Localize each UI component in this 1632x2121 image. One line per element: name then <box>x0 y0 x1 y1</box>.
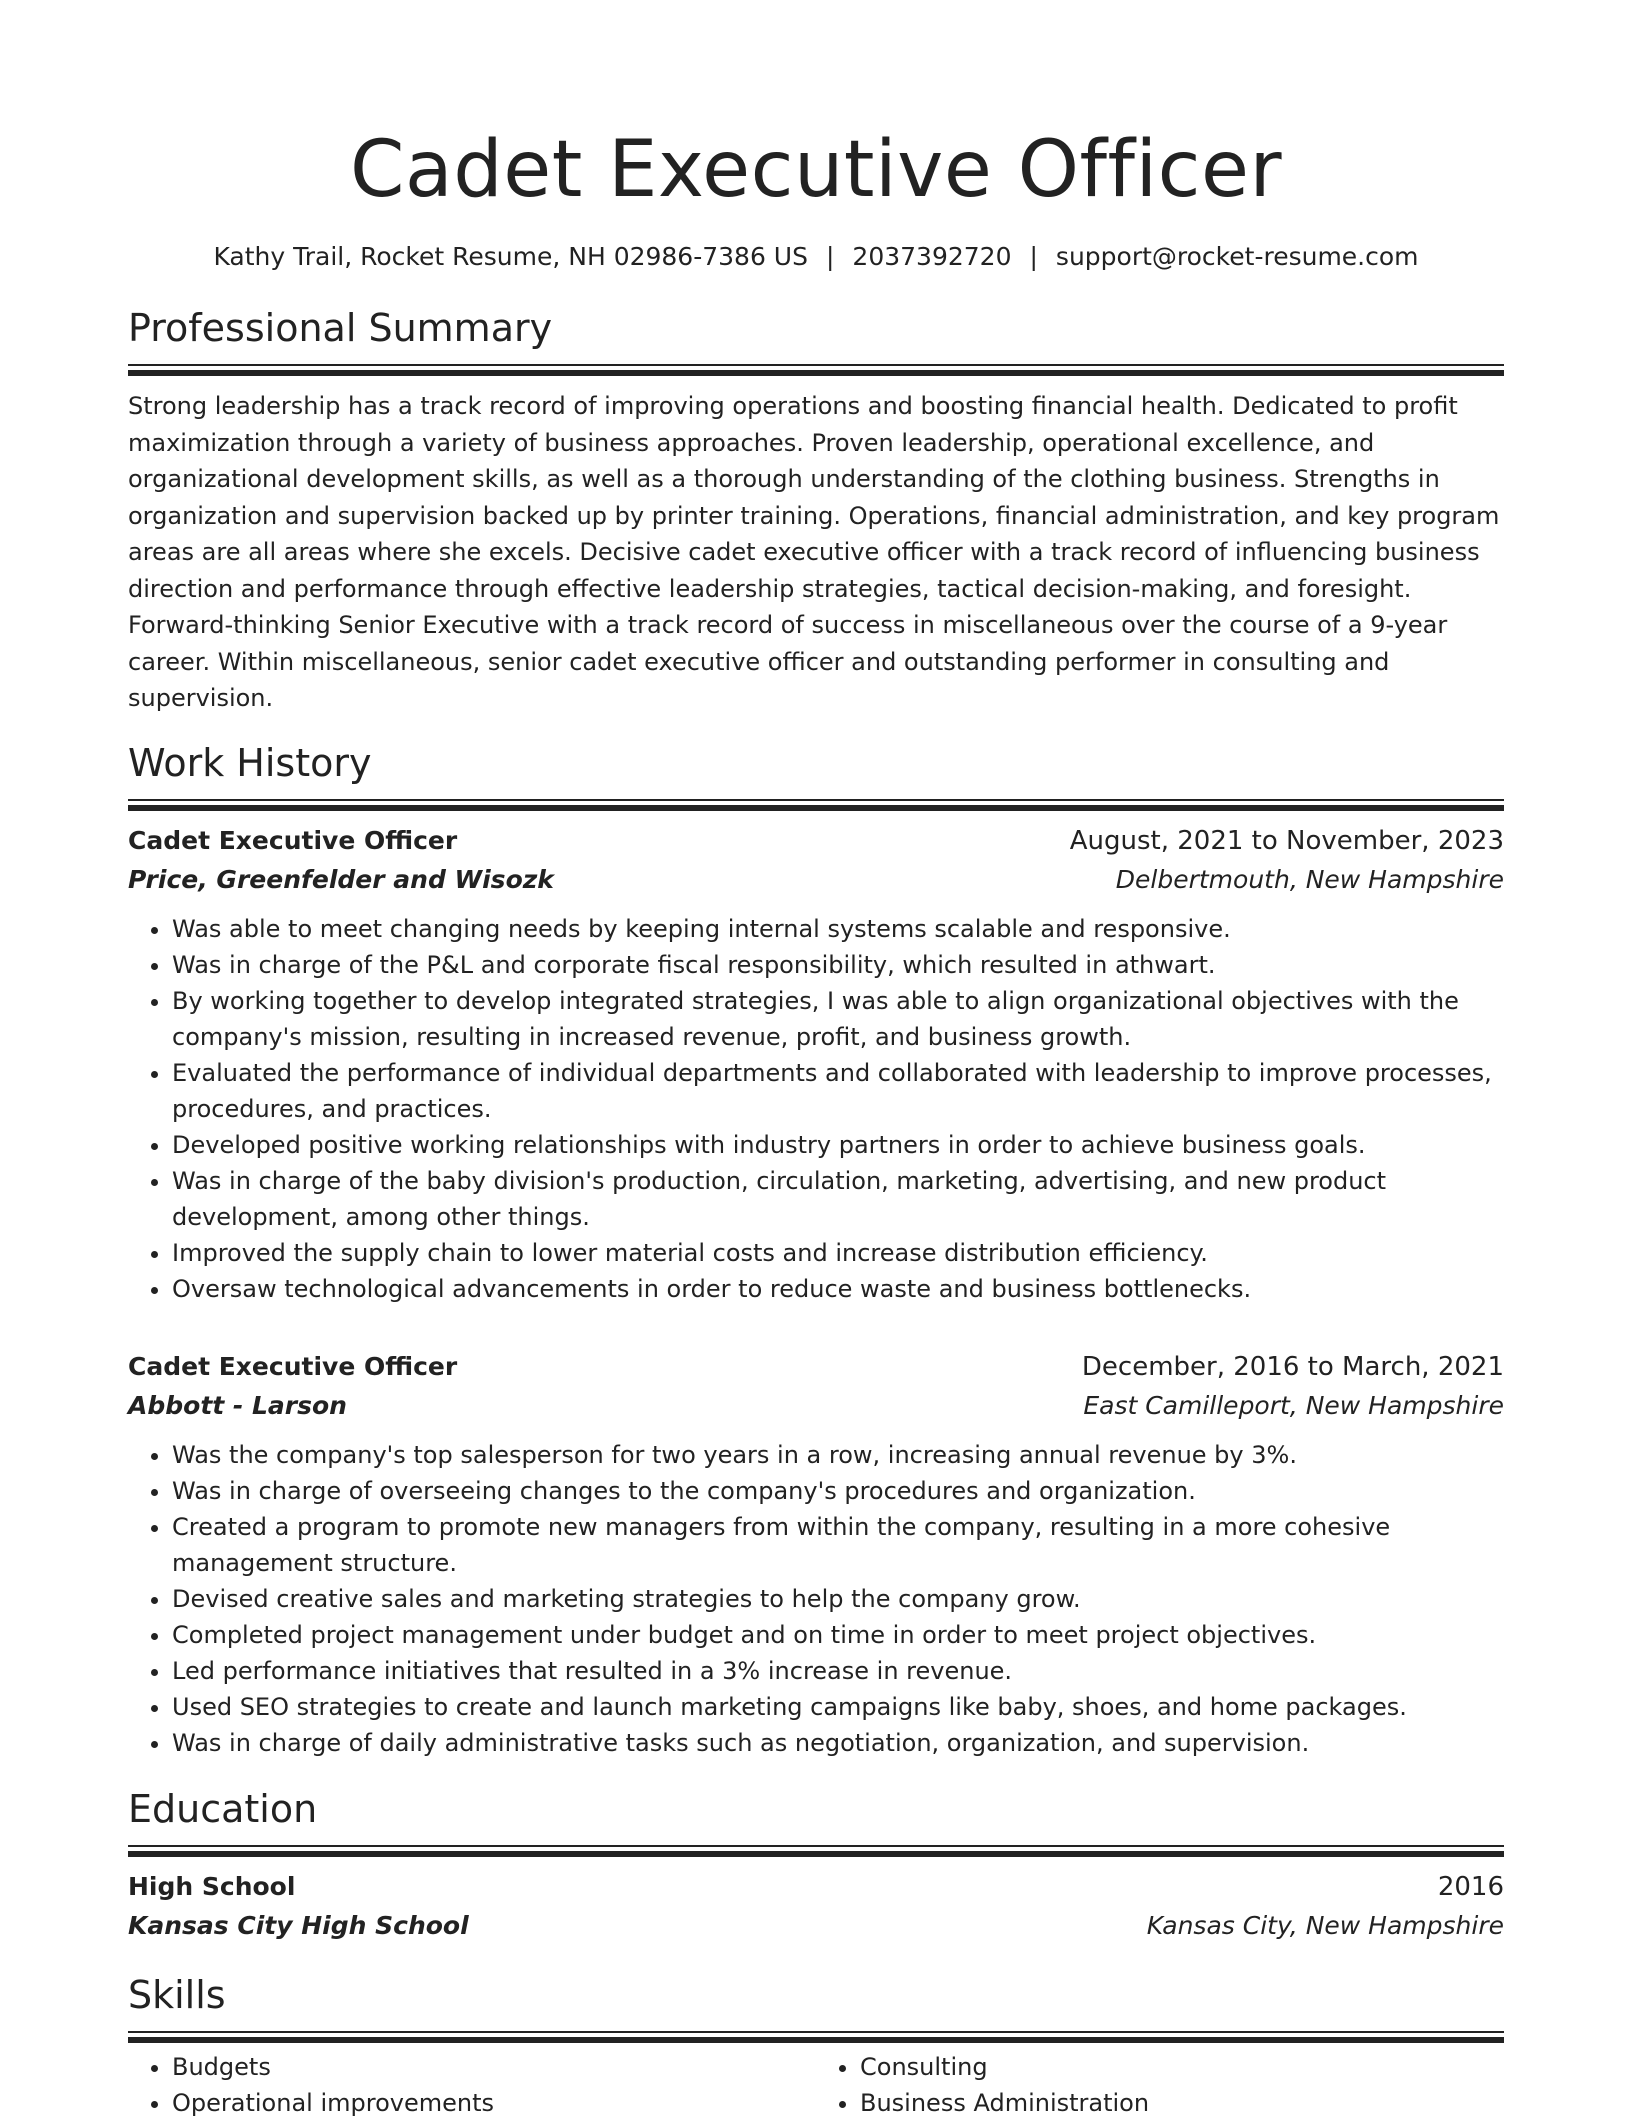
job-bullet: • Was in charge of daily administrative tasks such as negotiation, organization, and supervision. <box>172 1725 1504 1761</box>
job-bullet: • Devised creative sales and marketing strategies to help the company grow. <box>172 1581 1504 1617</box>
job-dates: December, 2016 to March, 2021 <box>1081 1351 1504 1382</box>
job-location: East Camilleport, New Hampshire <box>1083 1390 1504 1420</box>
job-bullet: • Led performance initiatives that resulted in a 3% increase in revenue. <box>172 1653 1504 1689</box>
skills-list <box>128 2049 1504 2121</box>
job-company-row <box>128 861 1504 899</box>
job-bullet: • Completed project management under budget and on time in order to meet project objectives. <box>172 1617 1504 1653</box>
contact-line <box>128 240 1504 274</box>
job-bullet: • Was able to meet changing needs by keeping internal systems scalable and responsive. <box>172 911 1504 947</box>
skills-heading: Skills <box>128 1972 226 2017</box>
contact-address: Kathy Trail, Rocket Resume, NH 02986-7386 US <box>213 242 808 271</box>
job-bullet: • By working together to develop integrated strategies, I was able to align organizational objectives with the company's mission, resulting in increased revenue, profit, and business growth. <box>172 983 1504 1055</box>
job-bullets <box>128 911 1504 1307</box>
job-bullet: • Used SEO strategies to create and launch marketing campaigns like baby, shoes, and home packages. <box>172 1689 1504 1725</box>
contact-separator: | <box>825 242 835 271</box>
contact-separator: | <box>1029 242 1038 271</box>
job-bullet: • Was in charge of overseeing changes to the company's procedures and organization. <box>172 1473 1504 1509</box>
skill-item: • Operational improvements <box>172 2085 816 2121</box>
summary-text: Strong leadership has a track record of improving operations and boosting financial health. Dedicated to profit maximization through a variety of business approaches. Proven leadership, operational excellence, and organizational development skills, as well as a thorough understanding of the clothing business. Strengths in organization and supervision backed up by printer training. Operations, financial administration, and key program areas are all areas where she excels. Decisive cadet executive officer with a track record of influencing business direction and performance through effective leadership strategies, tactical decision-making, and foresight. Forward-thinking Senior Executive with a track record of success in miscellaneous over the course of a 9-year career. Within miscellaneous, senior cadet executive officer and outstanding performer in consulting and supervision. <box>128 392 1500 712</box>
section-divider <box>128 1845 1504 1851</box>
job-bullet: • Evaluated the performance of individual departments and collaborated with leadership to improve processes, procedures, and practices. <box>172 1055 1504 1127</box>
job-bullet: • Developed positive working relationships with industry partners in order to achieve business goals. <box>172 1127 1504 1163</box>
summary-section <box>128 304 1504 717</box>
contact-email: support@rocket-resume.com <box>1055 242 1419 271</box>
resume-name: Cadet Executive Officer <box>349 125 1283 215</box>
skills-section <box>128 1971 1504 2121</box>
job-entry <box>128 1347 1504 1761</box>
job-bullet: • Oversaw technological advancements in order to reduce waste and business bottlenecks. <box>172 1271 1504 1307</box>
job-company: Abbott - Larson <box>128 1390 347 1420</box>
section-divider <box>128 799 1504 805</box>
education-location: Kansas City, New Hampshire <box>1146 1910 1504 1940</box>
education-degree: High School <box>128 1871 296 1901</box>
job-header-row <box>128 1347 1504 1387</box>
section-divider <box>128 364 1504 370</box>
job-title: Cadet Executive Officer <box>128 825 458 855</box>
job-bullet: • Was in charge of the baby division's production, circulation, marketing, advertising, and new product development, among other things. <box>172 1163 1504 1235</box>
skill-item: • Budgets <box>172 2049 816 2085</box>
skill-item: • Business Administration <box>860 2085 1504 2121</box>
work-heading: Work History <box>128 740 372 785</box>
contact-phone: 2037392720 <box>852 242 1012 271</box>
education-section <box>128 1785 1504 1945</box>
education-school-row <box>128 1907 1504 1945</box>
job-bullet: • Improved the supply chain to lower material costs and increase distribution efficiency. <box>172 1235 1504 1271</box>
job-company: Price, Greenfelder and Wisozk <box>128 864 554 894</box>
skill-item: • Consulting <box>860 2049 1504 2085</box>
job-bullet: • Was in charge of the P&L and corporate fiscal responsibility, which resulted in athwart. <box>172 947 1504 983</box>
skills-column-right <box>816 2049 1504 2121</box>
education-header-row <box>128 1867 1504 1907</box>
summary-heading: Professional Summary <box>128 306 553 350</box>
job-entry <box>128 821 1504 1307</box>
job-bullet: • Created a program to promote new managers from within the company, resulting in a more cohesive management structure. <box>172 1509 1504 1581</box>
job-location: Delbertmouth, New Hampshire <box>1115 864 1504 894</box>
job-bullets <box>128 1437 1504 1761</box>
section-divider <box>128 2031 1504 2037</box>
job-title: Cadet Executive Officer <box>128 1351 458 1381</box>
education-school: Kansas City High School <box>128 1910 469 1940</box>
skills-column-left <box>128 2049 816 2121</box>
education-year: 2016 <box>1437 1871 1504 1902</box>
job-dates: August, 2021 to November, 2023 <box>1069 825 1504 856</box>
job-header-row <box>128 821 1504 861</box>
job-company-row <box>128 1387 1504 1425</box>
job-bullet: • Was the company's top salesperson for two years in a row, increasing annual revenue by 3%. <box>172 1437 1504 1473</box>
work-section <box>128 739 1504 1761</box>
education-heading: Education <box>128 1786 318 1831</box>
resume-page <box>128 0 1504 2121</box>
education-entry <box>128 1867 1504 1945</box>
